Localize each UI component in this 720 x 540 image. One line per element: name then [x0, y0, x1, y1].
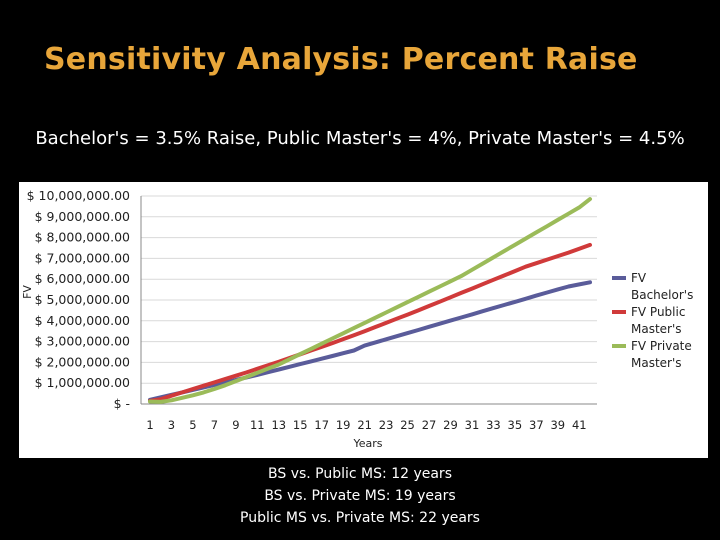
legend-label-3: FV Private Master's [631, 339, 692, 370]
x-tick-label: 19 [335, 418, 351, 432]
x-tick-label: 33 [486, 418, 501, 432]
x-tick-label: 21 [357, 418, 372, 432]
y-tick-label: $ 2,000,000.00 [34, 354, 130, 370]
y-tick-label: $ 10,000,000.00 [26, 188, 130, 203]
y-tick-label: $ - [113, 396, 130, 411]
x-tick-label: 17 [314, 418, 330, 432]
legend-label-1: FV Bachelor's [631, 271, 694, 302]
x-tick-label: 15 [292, 418, 308, 432]
slide-subtitle: Bachelor's = 3.5% Raise, Public Master's = 4%, Private Master's = 4.5% [35, 128, 685, 149]
comparison-note-1: BS vs. Public MS: 12 years [268, 466, 452, 482]
x-tick-label: 3 [167, 418, 176, 432]
x-tick-label: 37 [529, 418, 544, 432]
x-tick-label: 23 [378, 418, 394, 432]
comparison-note-3: Public MS vs. Private MS: 22 years [240, 510, 480, 526]
y-tick-label: $ 7,000,000.00 [34, 250, 130, 266]
comparison-note-2: BS vs. Private MS: 19 years [264, 488, 456, 504]
y-tick-label: $ 5,000,000.00 [34, 292, 130, 307]
y-tick-label: $ 4,000,000.00 [34, 312, 130, 328]
x-tick-label: 5 [189, 418, 197, 432]
x-tick-label: 25 [400, 418, 415, 432]
x-tick-label: 41 [571, 418, 587, 432]
legend-label-2: FV Public Master's [631, 305, 686, 336]
x-tick-label: 7 [210, 418, 219, 432]
y-tick-label: $ 3,000,000.00 [34, 333, 130, 349]
y-tick-label: $ 8,000,000.00 [34, 229, 130, 245]
y-tick-label: $ 1,000,000.00 [34, 375, 130, 391]
x-tick-label: 27 [421, 418, 437, 432]
x-tick-label: 11 [249, 418, 265, 432]
x-tick-label: 39 [550, 418, 566, 432]
x-axis-title: Years [353, 437, 383, 450]
y-tick-label: $ 6,000,000.00 [34, 271, 130, 287]
y-axis-title: FV [21, 285, 34, 299]
x-tick-label: 1 [146, 418, 154, 432]
slide-title: Sensitivity Analysis: Percent Raise [44, 42, 638, 77]
x-tick-label: 35 [507, 418, 523, 432]
x-tick-label: 13 [271, 418, 287, 432]
series-line-2 [150, 245, 590, 401]
x-tick-label: 29 [443, 418, 458, 432]
x-tick-label: 31 [464, 418, 480, 432]
x-tick-label: 9 [232, 418, 240, 432]
y-tick-label: $ 9,000,000.00 [34, 208, 130, 224]
